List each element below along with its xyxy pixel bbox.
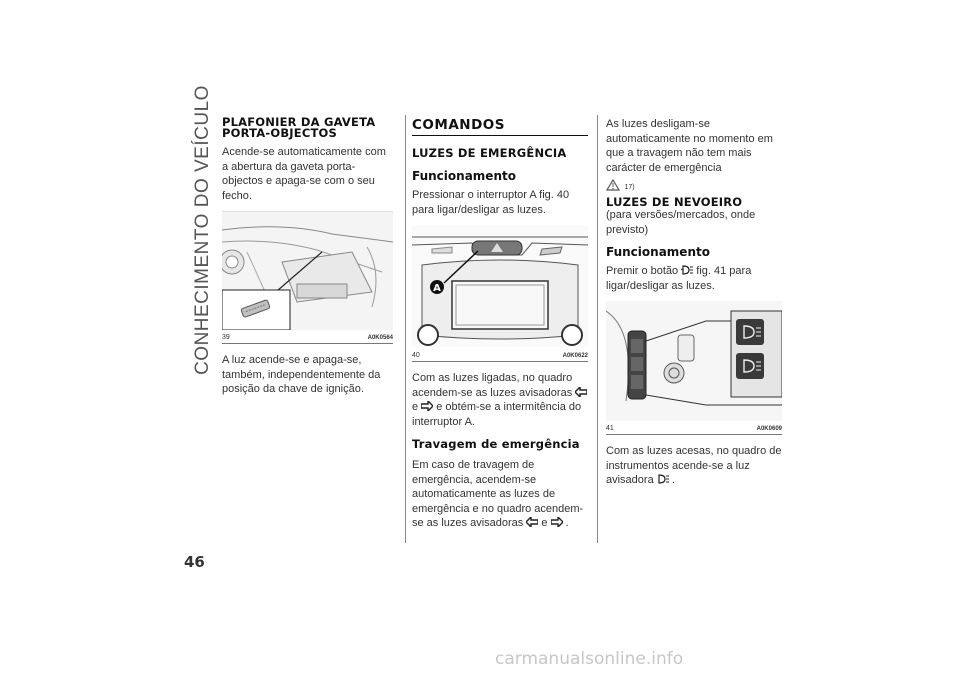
watermark: carmanualsonline.info <box>495 649 684 669</box>
glovebox-light-note: A luz acende-se e apaga-se, também, independentemente da posição da chave de ignição. <box>222 354 381 395</box>
figure-41-number: 41 <box>606 425 614 432</box>
warning-reference <box>606 178 782 192</box>
emergency-braking-text-a: Em caso de travagem de emergência, acendem-se automaticamente as luzes de emergência e no quadro acendem-se as luzes avisadoras <box>412 459 584 529</box>
turn-left-indicator-icon <box>526 517 538 527</box>
fog-light-switch-illustration <box>606 301 782 421</box>
warning-triangle-icon <box>606 179 620 191</box>
figure-41-code: A0K0609 <box>756 426 782 432</box>
hazard-indicator-paragraph <box>412 371 588 429</box>
turn-left-indicator-icon <box>575 387 587 397</box>
emergency-braking-text-b: e <box>541 517 548 529</box>
hazard-switch-illustration <box>412 225 588 347</box>
column-divider-2 <box>597 115 598 543</box>
page-number: 46 <box>184 553 205 571</box>
emergency-braking-text-c: . <box>565 517 569 529</box>
warning-reference-number: 17) <box>624 184 635 191</box>
figure-40-number: 40 <box>412 352 420 359</box>
figure-39 <box>222 211 393 344</box>
figure-40-code: A0K0622 <box>562 353 588 359</box>
fog-operation-paragraph <box>606 264 782 293</box>
hazard-operation-paragraph: Pressionar o interruptor A fig. 40 para ligar/desligar as luzes. <box>412 189 570 216</box>
hazard-operation-subheading: Funcionamento <box>412 169 516 183</box>
emergency-braking-paragraph <box>412 458 588 531</box>
hazard-lights-heading: LUZES DE EMERGÊNCIA <box>412 146 567 160</box>
figure-40-label: A <box>433 283 441 294</box>
fog-indicator-text-a: Com as luzes acesas, no quadro de instrumentos acende-se a luz avisadora <box>606 445 782 486</box>
section-side-title <box>183 85 223 375</box>
column-commands <box>412 117 588 531</box>
fog-lights-heading: LUZES DE NEVOEIRO <box>606 195 743 209</box>
figure-40 <box>412 225 588 362</box>
turn-right-indicator-icon <box>551 517 563 527</box>
glovebox-light-paragraph: Acende-se automaticamente com a abertura da gaveta porta-objectos e apaga-se com o seu fecho. <box>222 146 386 202</box>
hazard-indicator-text-a: Com as luzes ligadas, no quadro acendem-se as luzes avisadoras <box>412 372 573 399</box>
fog-light-icon <box>681 265 693 275</box>
figure-41 <box>606 301 782 435</box>
column-fog-lights <box>606 117 782 488</box>
column-divider-1 <box>405 115 406 543</box>
glovebox-light-heading: PLAFONIER DA GAVETA PORTA-OBJECTOS <box>222 115 376 140</box>
fog-indicator-text-b: . <box>671 474 675 486</box>
hazard-indicator-text-c: e obtém-se a intermitência do interruptor A. <box>412 401 582 428</box>
fog-operation-text-a: Premir o botão <box>606 265 679 277</box>
figure-39-number: 39 <box>222 334 230 341</box>
turn-right-indicator-icon <box>421 401 433 411</box>
glovebox-illustration <box>222 212 393 330</box>
fog-light-indicator-icon <box>657 474 669 484</box>
figure-39-code: A0K0564 <box>367 335 393 341</box>
fog-lights-note: (para versões/mercados, onde previsto) <box>606 209 756 236</box>
hazard-off-paragraph: As luzes desligam-se automaticamente no momento em que a travagem não tem mais carácter de emergência <box>606 118 773 174</box>
fog-operation-subheading: Funcionamento <box>606 245 710 259</box>
section-side-title-text: CONHECIMENTO DO VEÍCULO <box>192 85 214 375</box>
hazard-indicator-text-b: e <box>412 401 419 413</box>
commands-heading: COMANDOS <box>412 117 588 136</box>
column-glovebox-light <box>222 117 393 397</box>
emergency-braking-subheading: Travagem de emergência <box>412 437 580 451</box>
fog-indicator-paragraph <box>606 444 782 488</box>
fog-operation-text-b: fig. 41 para ligar/desligar as luzes. <box>606 265 752 292</box>
